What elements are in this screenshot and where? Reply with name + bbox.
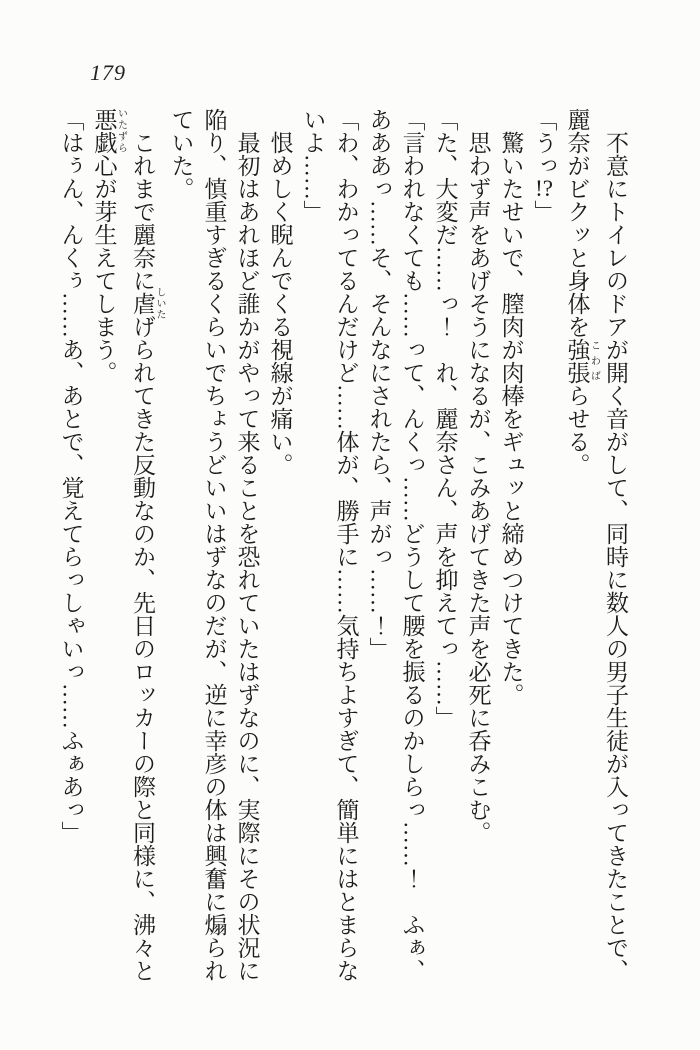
text-line: 陥り、慎重すぎるくらいでちょうどいいはずなのだが、逆に幸彦の体は興奮に煽られ (201, 108, 227, 982)
text-line: いよ……」 (300, 108, 326, 223)
text-line: 「うっ!?」 (531, 108, 557, 223)
text-line: 「はぅん、んくぅ……あ、あとで、覚えてらっしゃいっ……ふぁあっ」 (58, 108, 84, 844)
text-line: 最初はあれほど誰かがやって来ることを恐れていたはずなのに、実際にその状況に (234, 131, 260, 982)
text-line: これまで麗奈に虐 しいたげられてきた反動なのか、先日のロッカーの際と同様に、沸々と (130, 131, 165, 982)
text-line: 恨めしく睨んでくる視線が痛い。 (267, 131, 293, 476)
text-line: 思わず声をあげそうになるが、こみあげてきた声を必死に呑みこむ。 (465, 131, 491, 844)
ruby-annotated-text: 悪戯 いたずら (91, 108, 127, 154)
text-line: ていた。 (168, 108, 194, 200)
page-number: 179 (90, 60, 126, 85)
text-line: 「わ、わかってるんだけど……体が、勝手に……気持ちよすぎて、簡単にはとまらな (333, 108, 359, 982)
text-line: 「た、大変だ……っ！ れ、麗奈さん、声を抑えてっ……」 (432, 108, 458, 729)
text-line: 悪戯 いたずら心が芽生えてしまう。 (91, 108, 127, 384)
tate-chu-yoko: !? (535, 177, 553, 200)
text-line: 麗奈がビクッと身体を強張 こわばらせる。 (564, 108, 600, 476)
ruby-annotated-text: 強張 こわば (564, 338, 600, 384)
text-line: あああっ……そ、そんなにされたら、声がっ……！」 (366, 108, 392, 660)
text-line: 驚いたせいで、膣肉が肉棒をギュッと締めつけてきた。 (498, 131, 524, 706)
ruby-annotated-text: 虐 しいた (130, 287, 165, 320)
text-line: 不意にトイレのドアが開く音がして、同時に数人の男子生徒が入ってきたことで、 (603, 131, 628, 982)
text-line: 「言われなくても……って、んくっ……どうして腰を振るのかしらっ……！ ふぁ、 (399, 108, 425, 982)
body-text-block (55, 108, 633, 1028)
